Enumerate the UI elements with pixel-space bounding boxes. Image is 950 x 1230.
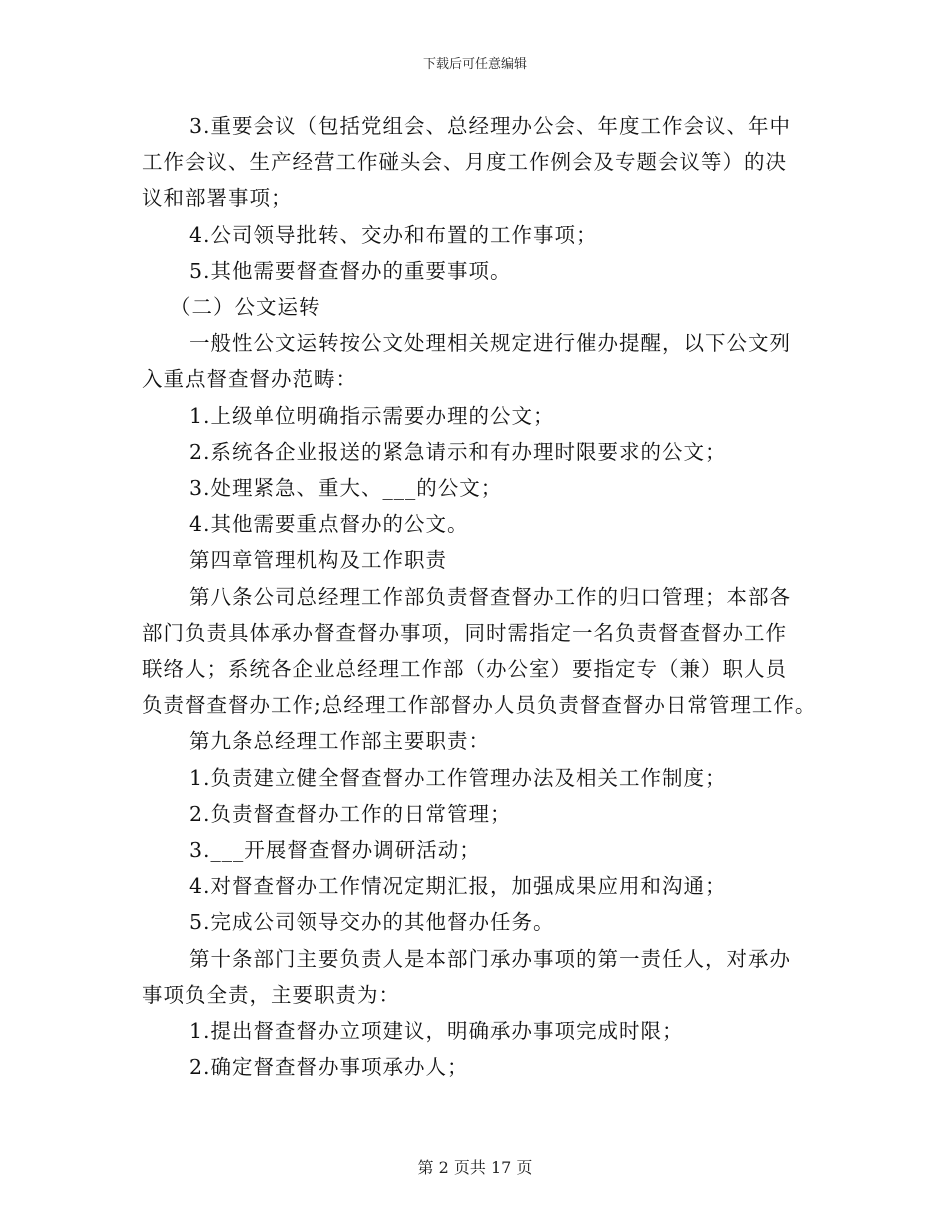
text-line: 1.提出督查督办立项建议，明确承办事项完成时限； <box>189 1019 684 1044</box>
page-header: 下载后可任意编辑 <box>422 57 527 72</box>
text-line: 3.重要会议（包括党组会、总经理办公会、年度工作会议、年中 <box>189 114 792 138</box>
text-line: 入重点督查督办范畴： <box>142 367 357 392</box>
text-line: 1.负责建立健全督查督办工作管理办法及相关工作制度； <box>189 765 727 790</box>
text-line: 议和部署事项； <box>142 186 293 211</box>
text-line: 4.公司领导批转、交办和布置的工作事项； <box>189 222 598 247</box>
text-line: 1.上级单位明确指示需要办理的公文； <box>189 403 555 428</box>
text-line: 第九条总经理工作部主要职责： <box>189 729 490 754</box>
text-line: 4.其他需要重点督办的公文。 <box>189 512 469 537</box>
text-line: 5.其他需要督查督办的重要事项。 <box>189 258 512 283</box>
text-line: 工作会议、生产经营工作碰头会、月度工作例会及专题会议等）的决 <box>142 150 787 175</box>
text-line: 5.完成公司领导交办的其他督办任务。 <box>189 910 555 935</box>
text-line: 2.确定督查督办事项承办人； <box>189 1055 469 1080</box>
page-number: 第 2 页共 17 页 <box>417 1158 533 1177</box>
text-line: 联络人；系统各企业总经理工作部（办公室）要指定专（兼）职人员 <box>142 657 787 682</box>
text-line: 2.负责督查督办工作的日常管理； <box>189 801 512 826</box>
chapter-heading: 第四章管理机构及工作职责 <box>189 548 447 573</box>
text-line: 4.对督查督办工作情况定期汇报，加强成果应用和沟通； <box>189 874 727 899</box>
text-line: 第八条公司总经理工作部负责督查督办工作的归口管理；本部各 <box>189 584 791 609</box>
text-line: 事项负全责，主要职责为： <box>142 982 400 1007</box>
section-heading: （二）公文运转 <box>170 295 321 320</box>
text-line: 负责督查督办工作;总经理工作部督办人员负责督查督办日常管理工作。 <box>142 693 817 718</box>
text-line: 一般性公文运转按公文处理相关规定进行催办提醒，以下公文列 <box>189 331 791 356</box>
text-line: 3.___开展督查督办调研活动； <box>189 838 481 863</box>
text-line: 3.处理紧急、重大、___的公文； <box>189 476 503 501</box>
text-line: 部门负责具体承办督查督办事项，同时需指定一名负责督查督办工作 <box>142 620 787 645</box>
text-line: 2.系统各企业报送的紧急请示和有办理时限要求的公文； <box>189 439 727 464</box>
document-body <box>142 108 832 1085</box>
text-line: 第十条部门主要负责人是本部门承办事项的第一责任人，对承办 <box>189 946 791 971</box>
